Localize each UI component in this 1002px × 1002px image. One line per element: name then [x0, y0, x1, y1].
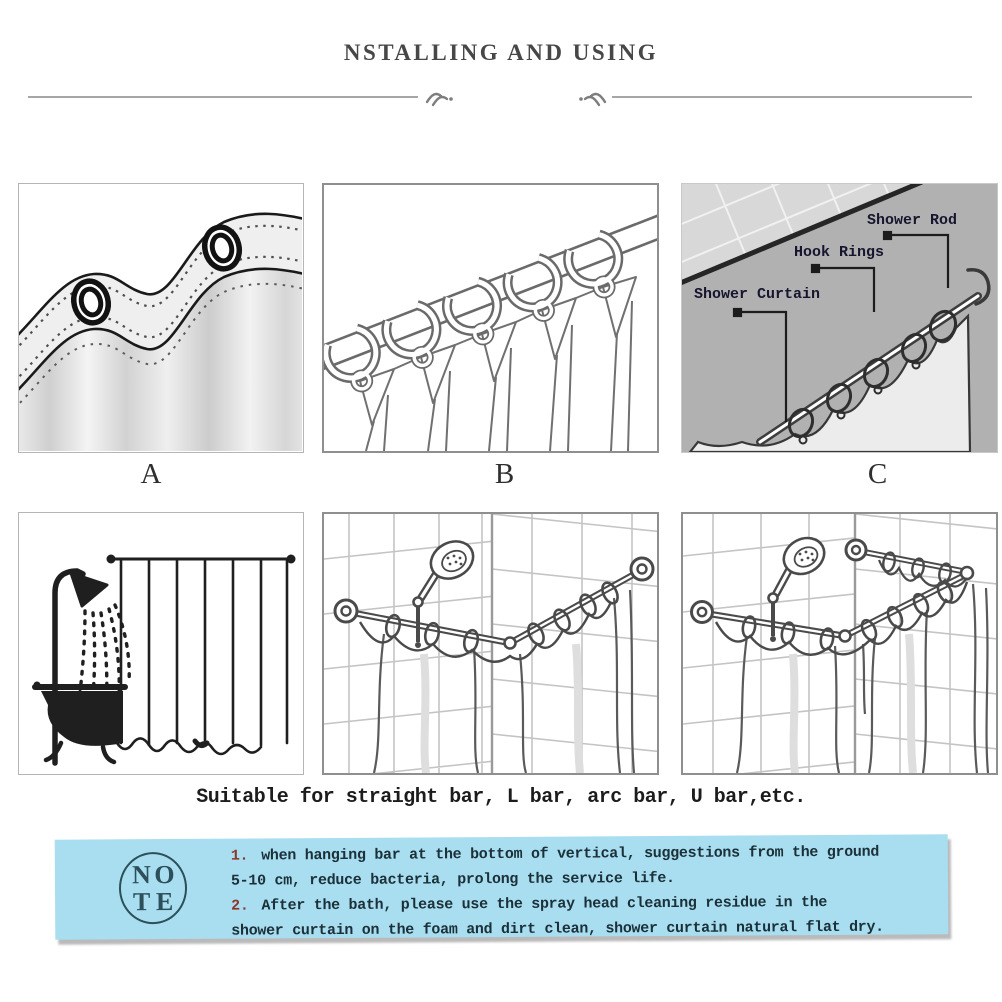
panel-d-bathtub-pictogram — [18, 512, 304, 775]
page-title: NSTALLING AND USING — [343, 40, 659, 65]
label-hook-rings: Hook Rings — [794, 244, 885, 261]
note-box — [55, 834, 949, 939]
hook-rings-drawing — [324, 185, 657, 451]
u-shaped-rod — [692, 540, 974, 642]
caption-c: C — [867, 458, 888, 490]
divider-line-right — [612, 96, 972, 98]
tiles-left — [683, 514, 855, 773]
corner-rod-drawing — [324, 514, 657, 773]
corner-rod — [335, 558, 653, 649]
stamp-letter-o: O — [154, 859, 175, 890]
squiggle-ornament-left — [424, 86, 460, 108]
grommet-curtain-drawing — [19, 184, 302, 451]
note-text — [231, 839, 942, 943]
note-stamp — [119, 852, 187, 924]
straight-rod — [107, 555, 296, 564]
bathtub-shower-drawing — [19, 513, 302, 773]
note-item-1-line-2: 5-10 cm, reduce bacteria, prolong the service life. — [230, 869, 675, 890]
panel-f-u-rod-scene — [681, 512, 998, 775]
caption-b: B — [494, 458, 515, 490]
label-shower-rod: Shower Rod — [867, 212, 958, 229]
stamp-letter-e: E — [155, 887, 174, 917]
ornamental-divider — [0, 86, 1002, 108]
panel-e-corner-rod-scene — [322, 512, 659, 775]
panel-c-labeled-diagram — [681, 183, 998, 453]
stamp-letter-n: N — [131, 860, 151, 890]
note-number-2: 2. — [231, 897, 249, 915]
panel-a-grommet-detail — [18, 183, 304, 453]
note-number-1: 1. — [230, 847, 249, 865]
note-item-2-line-1: 2. After the bath, please use the spray head cleaning residue in the — [231, 894, 828, 915]
bathtub-pictogram — [34, 682, 126, 763]
caption-a: A — [140, 458, 162, 490]
squiggle-ornament-right — [572, 86, 608, 108]
panel-b-hook-rings-detail — [322, 183, 659, 453]
u-rod-drawing — [683, 514, 996, 773]
suitable-bars-text: Suitable for straight bar, L bar, arc bar, U bar,etc. — [196, 786, 806, 809]
note-item-2-line-2: shower curtain on the foam and dirt clean, shower curtain natural flat dry. — [231, 918, 884, 940]
note-item-1-line-1: 1. when hanging bar at the bottom of vertical, suggestions from the ground — [230, 843, 880, 865]
divider-line-left — [28, 96, 418, 98]
curtain-lines — [117, 561, 287, 754]
label-shower-curtain: Shower Curtain — [694, 286, 821, 303]
stamp-letter-t: T — [132, 887, 151, 917]
